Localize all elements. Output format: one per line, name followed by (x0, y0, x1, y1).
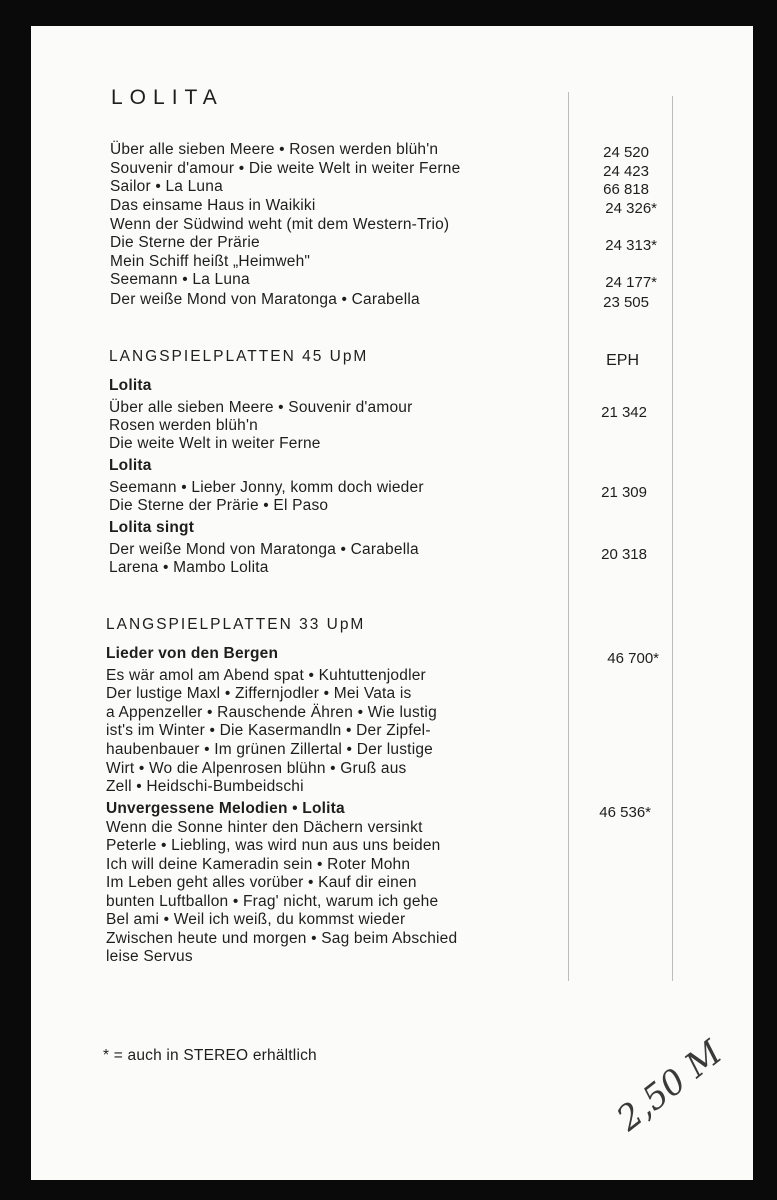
single-number: 24 423 (603, 163, 649, 180)
section-heading-lp45: LANGSPIELPLATTEN 45 UpM (109, 348, 369, 365)
section-heading-lp33: LANGSPIELPLATTEN 33 UpM (106, 616, 366, 633)
record-number: 46 536* (599, 804, 651, 821)
record-number: 20 318 (601, 546, 647, 563)
page-title: LOLITA (111, 86, 224, 109)
record-number: 46 700* (607, 650, 659, 667)
record-title: Unvergessene Melodien • Lolita (106, 800, 345, 817)
column-divider-right (672, 96, 673, 981)
record-track-line: bunten Luftballon • Frag' nicht, warum ich gehe (106, 893, 439, 910)
single-number: 24 177* (605, 274, 657, 291)
record-track-line: a Appenzeller • Rauschende Ähren • Wie lustig (106, 704, 437, 721)
single-title: Seemann • La Luna (110, 271, 250, 288)
record-track-line: Rosen werden blüh'n (109, 417, 258, 434)
record-title: Lolita singt (109, 519, 195, 536)
column-divider-left (568, 92, 569, 981)
single-number: 24 326* (605, 200, 657, 217)
record-track-line: ist's im Winter • Die Kasermandln • Der Zipfel- (106, 722, 431, 739)
single-number: 24 520 (603, 144, 649, 161)
record-track-line: Der lustige Maxl • Ziffernjodler • Mei Vata is (106, 685, 412, 702)
record-track-line: Wenn die Sonne hinter den Dächern versinkt (106, 819, 423, 836)
record-number: 21 309 (601, 484, 647, 501)
record-title: Lolita (109, 457, 152, 474)
single-title: Souvenir d'amour • Die weite Welt in weiter Ferne (110, 160, 461, 177)
record-track-line: Ich will deine Kameradin sein • Roter Mohn (106, 856, 411, 873)
record-track-line: Seemann • Lieber Jonny, komm doch wieder (109, 479, 424, 496)
record-number: 21 342 (601, 404, 647, 421)
single-number: 24 313* (605, 237, 657, 254)
single-number: 66 818 (603, 181, 649, 198)
footnote: * = auch in STEREO erhältlich (103, 1047, 317, 1064)
record-track-line: Larena • Mambo Lolita (109, 559, 269, 576)
record-track-line: Im Leben geht alles vorüber • Kauf dir einen (106, 874, 417, 891)
record-track-line: Die Sterne der Prärie • El Paso (109, 497, 329, 514)
record-track-line: Bel ami • Weil ich weiß, du kommst wieder (106, 911, 406, 928)
record-track-line: Es wär amol am Abend spat • Kuhtuttenjodler (106, 667, 426, 684)
record-track-line: leise Servus (106, 948, 193, 965)
record-track-line: Wirt • Wo die Alpenrosen blühn • Gruß aus (106, 760, 407, 777)
record-track-line: Der weiße Mond von Maratonga • Carabella (109, 541, 419, 558)
record-track-line: Die weite Welt in weiter Ferne (109, 435, 321, 452)
column-label-eph: EPH (606, 352, 639, 369)
single-title: Die Sterne der Prärie (110, 234, 260, 251)
single-title: Das einsame Haus in Waikiki (110, 197, 316, 214)
record-track-line: haubenbauer • Im grünen Zillertal • Der lustige (106, 741, 433, 758)
single-number: 23 505 (603, 294, 649, 311)
single-title: Sailor • La Luna (110, 178, 223, 195)
record-track-line: Über alle sieben Meere • Souvenir d'amour (109, 399, 413, 416)
record-track-line: Zell • Heidschi-Bumbeidschi (106, 778, 304, 795)
single-title: Über alle sieben Meere • Rosen werden blüh'n (110, 141, 439, 158)
handwritten-price: 2,50 M (609, 1032, 730, 1140)
single-title: Der weiße Mond von Maratonga • Carabella (110, 291, 420, 308)
single-title: Mein Schiff heißt „Heimweh" (110, 253, 311, 270)
record-track-line: Zwischen heute und morgen • Sag beim Abschied (106, 930, 458, 947)
record-catalog-page (31, 26, 753, 1180)
single-title: Wenn der Südwind weht (mit dem Western-Trio) (110, 216, 450, 233)
record-track-line: Peterle • Liebling, was wird nun aus uns beiden (106, 837, 441, 854)
record-title: Lolita (109, 377, 152, 394)
record-title: Lieder von den Bergen (106, 645, 279, 662)
